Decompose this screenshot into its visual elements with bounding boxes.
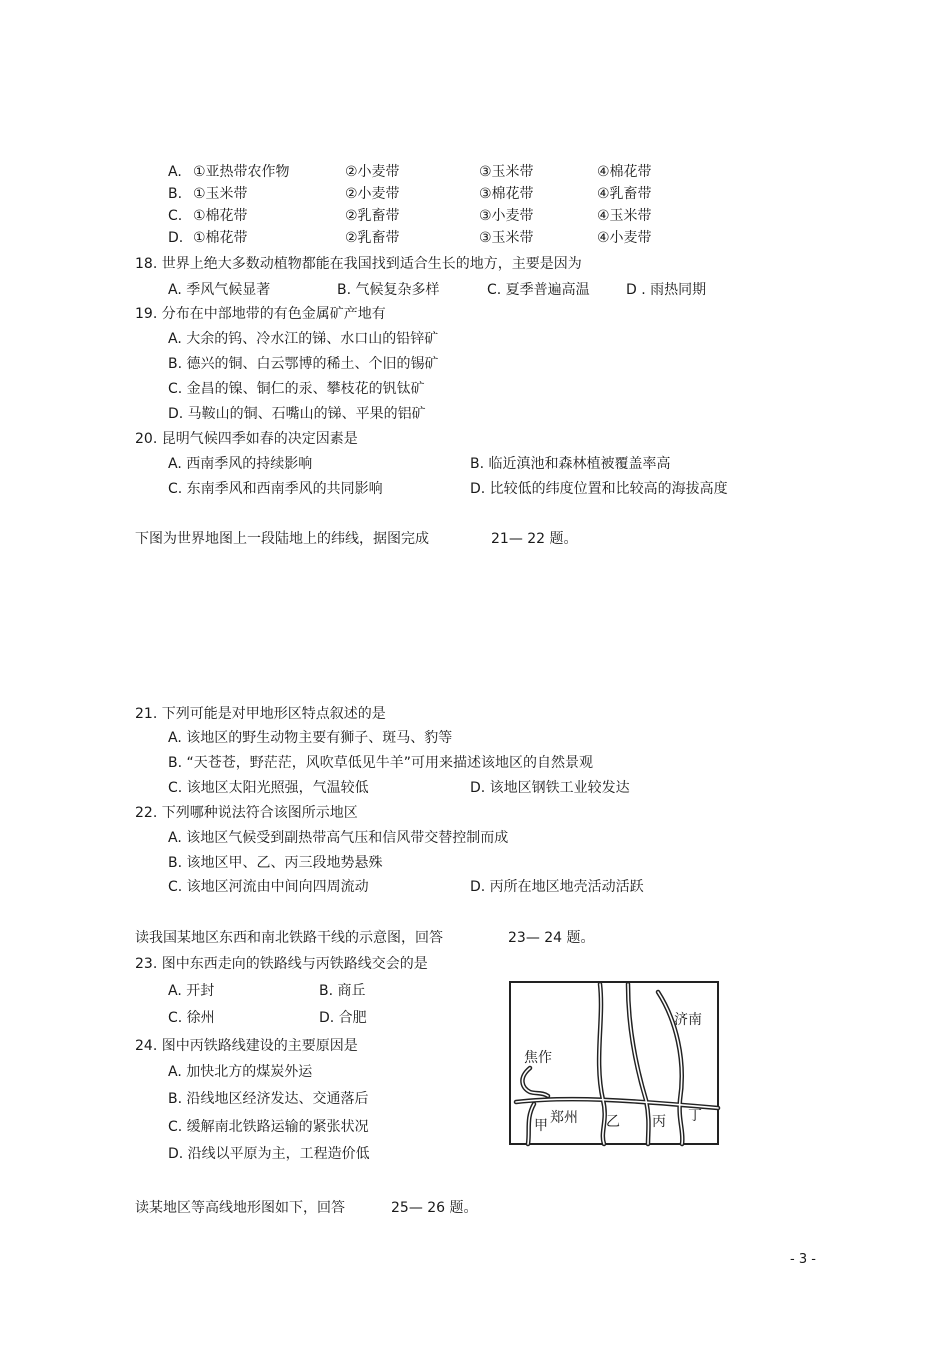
question-stem: 22. 下列哪种说法符合该图所示地区 <box>135 805 358 821</box>
question-stem: 21. 下列可能是对甲地形区特点叙述的是 <box>135 706 386 722</box>
railway-map <box>508 980 722 1148</box>
option-d: D. 该地区钢铁工业较发达 <box>470 780 630 796</box>
railway-map-svg <box>508 980 722 1148</box>
option-item-2: ②小麦带 <box>345 186 400 202</box>
option-item-2: ②乳畜带 <box>345 208 400 224</box>
option-item-3: ③小麦带 <box>479 208 534 224</box>
question-stem: 20. 昆明气候四季如春的决定因素是 <box>135 431 358 447</box>
option-c: C. 东南季风和西南季风的共同影响 <box>168 481 383 497</box>
option-item-3: ③玉米带 <box>479 164 534 180</box>
label-zhengzhou: 郑州 <box>550 1110 578 1126</box>
option-c: C. 金昌的镍、铜仁的汞、攀枝花的钒钛矿 <box>168 381 425 397</box>
option-item-4: ④乳畜带 <box>597 186 652 202</box>
option-b: B. “天苍苍，野茫茫，风吹草低见牛羊”可用来描述该地区的自然景观 <box>168 755 594 771</box>
option-item-1: ①棉花带 <box>193 208 248 224</box>
label-ding: 丁 <box>688 1108 702 1124</box>
option-letter: B. <box>168 186 183 202</box>
option-c: C. 夏季普遍高温 <box>487 282 590 298</box>
option-item-1: ①亚热带农作物 <box>193 164 290 180</box>
option-letter: D. <box>168 230 184 246</box>
intro-range: 25— 26 题。 <box>391 1200 478 1216</box>
intro-range: 21— 22 题。 <box>491 531 578 547</box>
option-c: C. 徐州 <box>168 1010 215 1026</box>
label-jia: 甲 <box>534 1118 548 1134</box>
option-item-4: ④玉米带 <box>597 208 652 224</box>
option-a: A. 大余的钨、冷水江的锑、水口山的铅锌矿 <box>168 331 439 347</box>
option-letter: A. <box>168 164 182 180</box>
option-d: D. 比较低的纬度位置和比较高的海拔高度 <box>470 481 728 497</box>
option-item-2: ②乳畜带 <box>345 230 400 246</box>
option-d: D. 沿线以平原为主，工程造价低 <box>168 1146 370 1162</box>
option-letter: C. <box>168 208 183 224</box>
option-b: B. 该地区甲、乙、丙三段地势悬殊 <box>168 855 383 871</box>
option-d: D . 雨热同期 <box>626 282 707 298</box>
question-stem: 19. 分布在中部地带的有色金属矿产地有 <box>135 306 386 322</box>
option-a: A. 季风气候显著 <box>168 282 271 298</box>
question-stem: 23. 图中东西走向的铁路线与丙铁路线交会的是 <box>135 956 428 972</box>
option-item-4: ④小麦带 <box>597 230 652 246</box>
option-item-4: ④棉花带 <box>597 164 652 180</box>
label-jinan: 济南 <box>674 1012 702 1028</box>
question-stem: 18. 世界上绝大多数动植物都能在我国找到适合生长的地方，主要是因为 <box>135 256 582 272</box>
option-c: C. 该地区河流由中间向四周流动 <box>168 879 369 895</box>
option-item-1: ①棉花带 <box>193 230 248 246</box>
option-a: A. 该地区的野生动物主要有狮子、斑马、豹等 <box>168 730 453 746</box>
option-c: C. 该地区太阳光照强，气温较低 <box>168 780 369 796</box>
option-a: A. 西南季风的持续影响 <box>168 456 313 472</box>
option-a: A. 开封 <box>168 983 215 999</box>
option-b: B. 德兴的铜、白云鄂博的稀土、个旧的锡矿 <box>168 356 439 372</box>
option-d: D. 丙所在地区地壳活动活跃 <box>470 879 644 895</box>
intro-text: 读某地区等高线地形图如下，回答 <box>135 1200 345 1216</box>
option-a: A. 加快北方的煤炭外运 <box>168 1064 313 1080</box>
option-item-2: ②小麦带 <box>345 164 400 180</box>
option-b: B. 气候复杂多样 <box>337 282 440 298</box>
option-d: D. 马鞍山的铜、石嘴山的锑、平果的铝矿 <box>168 406 426 422</box>
option-c: C. 缓解南北铁路运输的紧张状况 <box>168 1119 369 1135</box>
option-b: B. 临近滇池和森林植被覆盖率高 <box>470 456 671 472</box>
option-item-3: ③玉米带 <box>479 230 534 246</box>
page-number: - 3 - <box>790 1252 816 1267</box>
question-stem: 24. 图中丙铁路线建设的主要原因是 <box>135 1038 358 1054</box>
option-d: D. 合肥 <box>319 1010 367 1026</box>
label-bing: 丙 <box>652 1114 666 1130</box>
intro-text: 下图为世界地图上一段陆地上的纬线，据图完成 <box>135 531 429 547</box>
intro-text: 读我国某地区东西和南北铁路干线的示意图，回答 <box>135 930 443 946</box>
option-item-3: ③棉花带 <box>479 186 534 202</box>
option-b: B. 沿线地区经济发达、交通落后 <box>168 1091 369 1107</box>
label-yi: 乙 <box>606 1114 620 1130</box>
option-a: A. 该地区气候受到副热带高气压和信风带交替控制而成 <box>168 830 509 846</box>
option-item-1: ①玉米带 <box>193 186 248 202</box>
intro-range: 23— 24 题。 <box>508 930 595 946</box>
label-jiaozuo: 焦作 <box>524 1050 552 1066</box>
option-b: B. 商丘 <box>319 983 366 999</box>
